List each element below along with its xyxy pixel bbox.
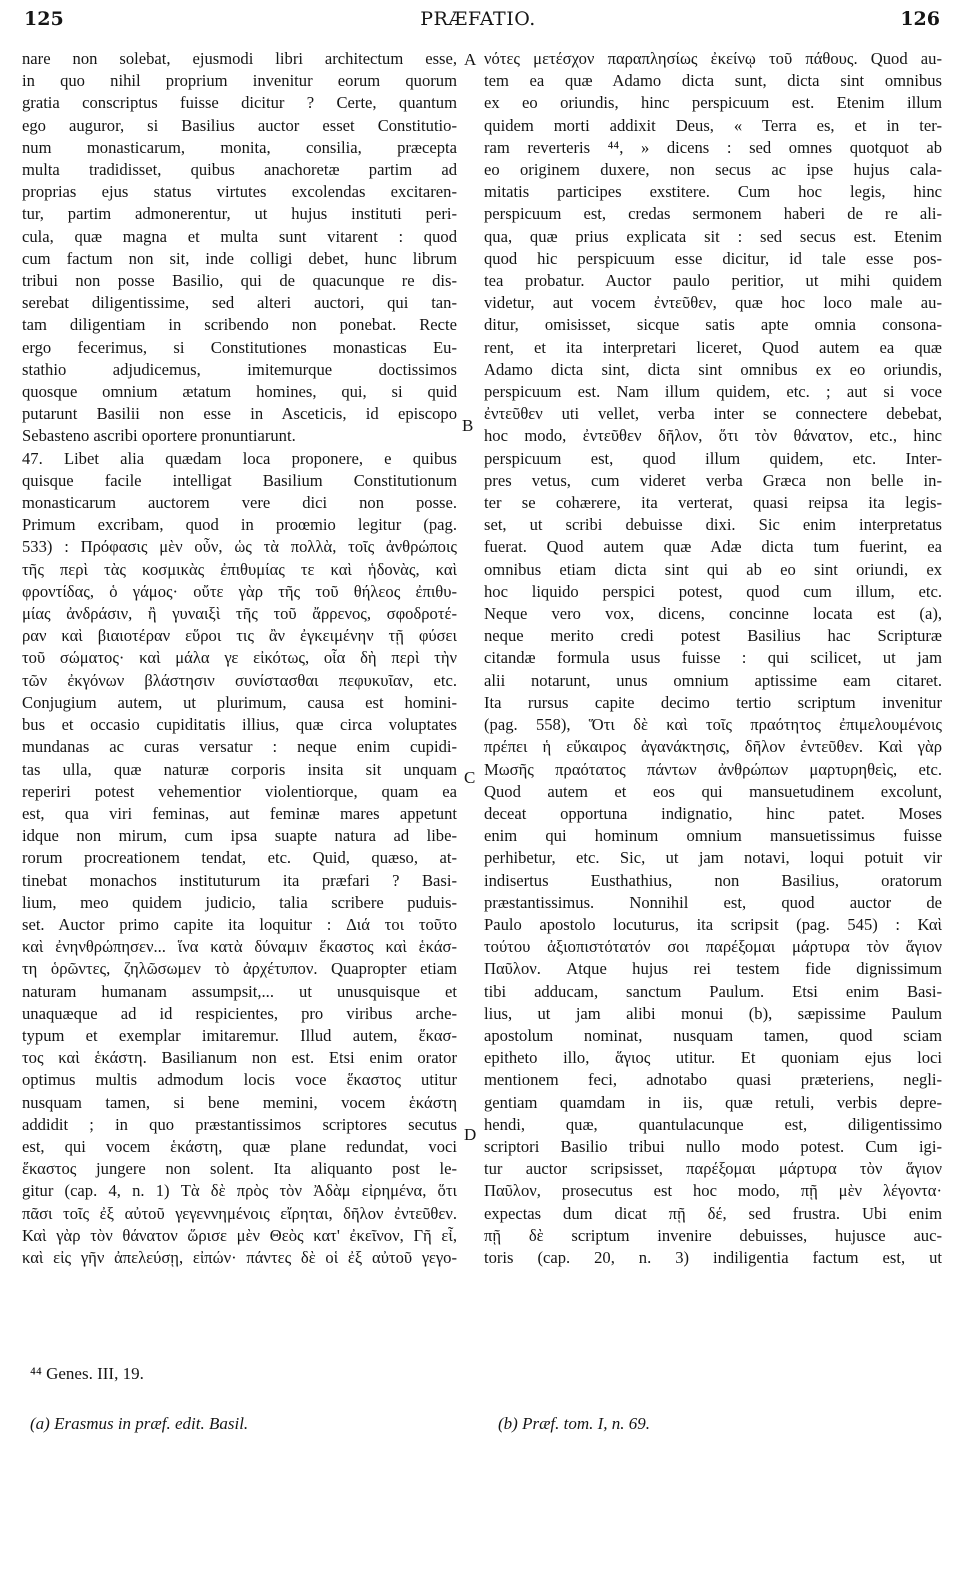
text-line: τος καὶ ἑκάστη. Basilianum non est. Etsi enim orator	[22, 1048, 457, 1068]
text-line: νότες μετέσχον παραπλησίως ἐκείνῳ τοῦ πάθους. Quod au-	[484, 49, 942, 68]
text-line: τούτου ἀξιοπιστότατόν σοι παρέξομαι μάρτυρα τὸν ἅγιον	[484, 937, 942, 957]
text-line: ἐντεῦθεν uti vellet, verba inter se connectere debebat,	[484, 404, 942, 424]
text-line: serebat diligentissime, sed alteri auctori, qui tan-	[22, 293, 457, 313]
text-line: tas ulla, quæ naturæ corporis insita sit unquam	[22, 759, 457, 779]
text-line: πᾶσι τοῖς ἐξ αὐτοῦ γεγεννημένοις εἴρηται, δῆλον ἐντεῦθεν.	[22, 1203, 457, 1223]
text-line: fuerat. Quod autem quæ Adæ dicta tum fuerint, ea	[484, 537, 942, 557]
text-line: Παῦλον. Atque hujus rei testem fide dignissimum	[484, 959, 942, 979]
text-line: quidem morti addixit Deus, « Terra es, et in ter-	[484, 115, 942, 135]
text-line: Primum excribam, quod in proœmio legitur (pag.	[22, 515, 457, 535]
text-line: addidit ; in quo præstantissimos scriptores secutus	[22, 1114, 457, 1134]
text-line: monasticarum auctorem vere dici non posse.	[22, 493, 457, 513]
text-line: omnibus etiam dicta sint qui ab eo sint oriundi, ex	[484, 559, 942, 579]
text-line: optimus multis admodum locis voce ἕκαστος utitur	[22, 1070, 457, 1090]
text-line: hoc modo, ἐντεῦθεν δῆλον, ὅτι τὸν θάνατον, etc., hinc	[484, 426, 942, 446]
text-line: 47. Libet alia quædam loca proponere, e quibus	[22, 448, 457, 468]
text-line: Sebasteno ascribi oportere pronuntiarunt.	[22, 426, 296, 446]
text-line: gentiam quamdam in iis, quæ retuli, verbis depre-	[484, 1092, 942, 1112]
margin-marker-c: C	[464, 768, 476, 787]
text-line: bus et occasio cupiditatis illius, quæ circa voluptates	[22, 715, 457, 735]
text-line: deceat opportuna indignatio, hinc patet. Moses	[484, 803, 942, 823]
text-line: expectas dum dicat πῇ δέ, sed frustra. Ubi enim	[484, 1203, 942, 1223]
text-line: typum et exemplar imitaremur. Illud autem, ἕκασ-	[22, 1025, 457, 1045]
text-line: Paulo apostolo locuturus, ita scripsit (pag. 545) : Καὶ	[484, 914, 942, 934]
text-line: Neque vero vox, dicens, concinne locata est (a),	[484, 604, 942, 624]
text-line: tibi adducam, sanctum Paulum. Etsi enim Basi-	[484, 981, 942, 1001]
text-line: alii notarunt, unus omnium aptissime eam citaret.	[484, 670, 942, 690]
text-line: idque non mirum, cum ipsa suapte natura ad libe-	[22, 826, 457, 846]
text-line: est, qua viri feminas, aut feminæ mares appetunt	[22, 803, 457, 823]
text-line: neque merito credi potest Basilius hac Scripturæ	[484, 626, 942, 646]
text-line: scriptori Basilio tribui nullo modo potest. Cum igi-	[484, 1136, 942, 1156]
text-line: num monasticarum, monita, consilia, præcepta	[22, 137, 457, 157]
text-line: epitheto illo, ἅγιος utitur. Et quoniam ejus loci	[484, 1048, 942, 1068]
text-line: perspicuum est, credas sermonem haberi de re ali-	[484, 204, 942, 224]
running-header	[0, 8, 956, 38]
text-line: (pag. 558), Ὅτι δὲ καὶ τοῖς πραότητος ἐπιμελουμένοις	[484, 715, 942, 735]
text-line: hendi, quæ, quantulacunque est, diligentissimo	[484, 1114, 942, 1134]
footnote-b: (b) Præf. tom. I, n. 69.	[498, 1414, 651, 1433]
text-line: καὶ εἰς γῆν ἀπελεύσῃ, εἰπών· πάντες δὲ οἱ ἐξ αὐτοῦ γεγο-	[22, 1247, 457, 1267]
text-line: gratia conscriptus fuisse dicitur ? Certe, quantum	[22, 93, 457, 113]
page-number-left: 125	[24, 8, 64, 30]
text-line: τῶν ἐκγόνων βλάστησιν συνίστασθαι πεφυκυῖαν, etc.	[22, 670, 457, 690]
text-line: ditur, omisisset, sicque satis apte omnia consona-	[484, 315, 942, 335]
text-line: cum factum non sit, inde colligi debet, hunc librum	[22, 248, 457, 268]
footnote-a: (a) Erasmus in præf. edit. Basil.	[30, 1414, 249, 1433]
text-line: multa tradidisset, quibus anachoretæ partim ad	[22, 160, 457, 180]
text-line: καὶ ἐνηνθρώπησεν... ἵνα κατὰ δύναμιν ἕκαστος καὶ ἑκάσ-	[22, 937, 457, 957]
text-line: mentionem feci, adnotabo quasi præteriens, negli-	[484, 1070, 942, 1090]
text-line: gitur (cap. 4, n. 1) Τὰ δὲ πρὸς τὸν Ἀδὰμ εἰρημένα, ὅτι	[22, 1181, 457, 1201]
text-line: tribui non posse Basilio, qui de quacunque re dis-	[22, 271, 457, 291]
text-line: set, ut scribi debuisse dixi. Sic enim interpretatus	[484, 515, 942, 535]
text-line: Μωσῆς πραότατος πάντων ἀνθρώπων μαρτυρηθεὶς, etc.	[484, 759, 942, 779]
text-line: Παῦλον, prosecutus est hoc modo, πῇ μὲν λέγοντα·	[484, 1181, 942, 1201]
text-line: est, qui vocem ἑκάστη, quæ plane redundat, voci	[22, 1136, 457, 1156]
text-line: stathio adjudicemus, imitemurque doctissimos	[22, 359, 457, 379]
text-line: tem ea quæ Adamo dicta sunt, dicta sint omnibus	[484, 71, 942, 91]
footnote-44: ⁴⁴ Genes. III, 19.	[30, 1364, 144, 1383]
text-line: toris (cap. 20, n. 3) indiligentia factum est, ut	[484, 1247, 942, 1267]
text-line: mitatis participes exstitere. Cum hoc legis, hinc	[484, 182, 942, 202]
text-line: quosque omnium ætatum homines, qui, si quid	[22, 382, 457, 402]
text-line: τῆς περὶ τὰς κοσμικὰς ἐπιθυμίας τε καὶ ἡδονὰς, καὶ	[22, 559, 457, 579]
text-line: rorum procreationem tendat, etc. Quid, quæso, at-	[22, 848, 457, 868]
text-line: μίας ἀνδράσιν, ἢ γυναιξὶ τῆς τοῦ ἄρρενος, σφοδροτέ-	[22, 604, 457, 624]
text-line: putarunt Basilii non esse in Asceticis, id episcopo	[22, 404, 457, 424]
text-line: set. Auctor primo capite ita loquitur : Διά τοι τοῦτο	[22, 914, 457, 934]
text-line: eo originem duxere, non secus ac ipse hujus cala-	[484, 160, 942, 180]
text-line: φροντίδας, ὁ γάμος· οὔτε γὰρ τῆς τοῦ θήλεος ἐπιθυ-	[22, 581, 457, 601]
text-line: pres vetus, cum videret verba Græca non belle in-	[484, 470, 942, 490]
text-line: rent, et ita interpretari liceret, Quod autem ea quæ	[484, 337, 942, 357]
text-line: indisertus Eusthathius, non Basilius, oratorum	[484, 870, 942, 890]
text-line: Ita rursus capite decimo tertio scriptum invenitur	[484, 692, 942, 712]
text-line: Quod autem et eos qui mansuetudinem excolunt,	[484, 781, 942, 801]
text-line: quisque facile intelligat Basilium Constitutionum	[22, 470, 457, 490]
text-line: tinebat monachos instituturum ita præfari ? Basi-	[22, 870, 457, 890]
margin-marker-b: B	[462, 416, 474, 435]
text-line: qua, quæ prius explicata sit : sed secus est. Etenim	[484, 226, 942, 246]
text-line: lius, ut jam alibi monui (b), sæpissime Paulum	[484, 1003, 942, 1023]
text-line: Καὶ γὰρ τὸν θάνατον ὥρισε μὲν Θεὸς κατ' ἐκεῖνον, Γῆ εἶ,	[22, 1225, 457, 1245]
text-line: ἕκαστος jungere non solent. Ita aliquanto post le-	[22, 1159, 457, 1179]
text-line: ter se cohærere, ita verterat, quasi reipsa ita legis-	[484, 493, 942, 513]
text-line: hoc liquido perspici potest, quod cum illum, etc.	[484, 581, 942, 601]
text-line: πρέπει ἡ εὔκαιρος ἀγανάκτησις, δῆλον ἐντεῦθεν. Καὶ γὰρ	[484, 737, 942, 757]
text-line: perspicuum est, quod illum quidem, etc. Inter-	[484, 448, 942, 468]
text-line: mundanas ac curas versatur : neque enim cupidi-	[22, 737, 457, 757]
text-line: ram reverteris ⁴⁴, » dicens : sed omnes quotquot ab	[484, 137, 942, 157]
text-line: in quo nihil proprium invenitur eorum quorum	[22, 71, 457, 91]
text-line: τη ὁρῶντες, ζηλῶσωμεν τὸ ἀρχέτυπον. Quapropter etiam	[22, 959, 457, 979]
text-line: ραν καὶ βιαιοτέραν εὕροι τις ἂν ἐγκειμένην τῇ φύσει	[22, 626, 457, 646]
text-line: tur, partim admonerentur, ut hujus instituti peri-	[22, 204, 457, 224]
running-title: PRÆFATIO.	[420, 8, 536, 30]
text-line: apostolum nominat, nusquam tamen, quod sciam	[484, 1025, 942, 1045]
margin-marker-d: D	[464, 1125, 477, 1144]
text-line: tea probatur. Auctor paulo peritior, ut mihi quidem	[484, 271, 942, 291]
text-line: tam diligentiam in scribendo non ponebat. Recte	[22, 315, 457, 335]
left-column	[22, 48, 457, 1269]
text-line: proprias ejus status virtutes excolendas excitaren-	[22, 182, 457, 202]
text-line: lium, meo quidem judicio, talia scribere puduis-	[22, 892, 457, 912]
text-line: τοῦ σώματος· καὶ μάλα γε εἰκότως, οἷα δὴ περὶ τὴν	[22, 648, 457, 668]
text-line: quod hic perspicuum esse dicitur, id tale esse pos-	[484, 248, 942, 268]
text-line: Adamo dicta sint, dicta sint omnibus ex eo oriundis,	[484, 359, 942, 379]
text-line: ego auguror, si Basilius auctor esset Constitutio-	[22, 115, 457, 135]
text-line: præstantissimus. Nonnihil est, quod auctor de	[484, 892, 942, 912]
text-line: citandæ formula usus fuisse : qui scilicet, ut jam	[484, 648, 942, 668]
text-line: videtur, aut vocem ἐντεῦθεν, quæ hoc loco male au-	[484, 293, 942, 313]
text-line: perhibetur, etc. Sic, ut jam notavi, loqui potuit vir	[484, 848, 942, 868]
margin-marker-a: A	[464, 50, 477, 69]
text-line: unaquæque ad id respicientes, pro viribus arche-	[22, 1003, 457, 1023]
text-line: ergo fecerimus, si Constitutiones monasticas Eu-	[22, 337, 457, 357]
text-line: πῇ δὲ scriptum invenire debuisses, hujusce auc-	[484, 1225, 942, 1245]
text-line: Conjugium autem, ut plurimum, causa est homini-	[22, 692, 457, 712]
text-line: reperiri potest vehementior violentiorque, quam ea	[22, 781, 457, 801]
text-line: nare non solebat, ejusmodi libri architectum esse,	[22, 49, 457, 68]
page-number-right: 126	[900, 8, 940, 30]
text-line: tur auctor scripsisset, παρέξομαι μάρτυρα τὸν ἅγιον	[484, 1159, 942, 1179]
text-line: enim qui hominum omnium mansuetissimus fuisse	[484, 826, 942, 846]
right-column	[484, 48, 942, 1269]
text-line: naturam humanam assumpsit,... ut unusquisque et	[22, 981, 457, 1001]
text-line: ex eo oriundis, hinc perspicuum est. Etenim illum	[484, 93, 942, 113]
text-line: nusquam tamen, si bene memini, vocem ἑκάστη	[22, 1092, 457, 1112]
text-line: perspicuum est. Nam illum quidem, etc. ; aut si voce	[484, 382, 942, 402]
text-line: 533) : Πρόφασις μὲν οὖν, ὡς τὰ πολλὰ, τοῖς ἀνθρώποις	[22, 537, 457, 557]
text-line: cula, quæ magna et multa sunt vitarent : quod	[22, 226, 457, 246]
